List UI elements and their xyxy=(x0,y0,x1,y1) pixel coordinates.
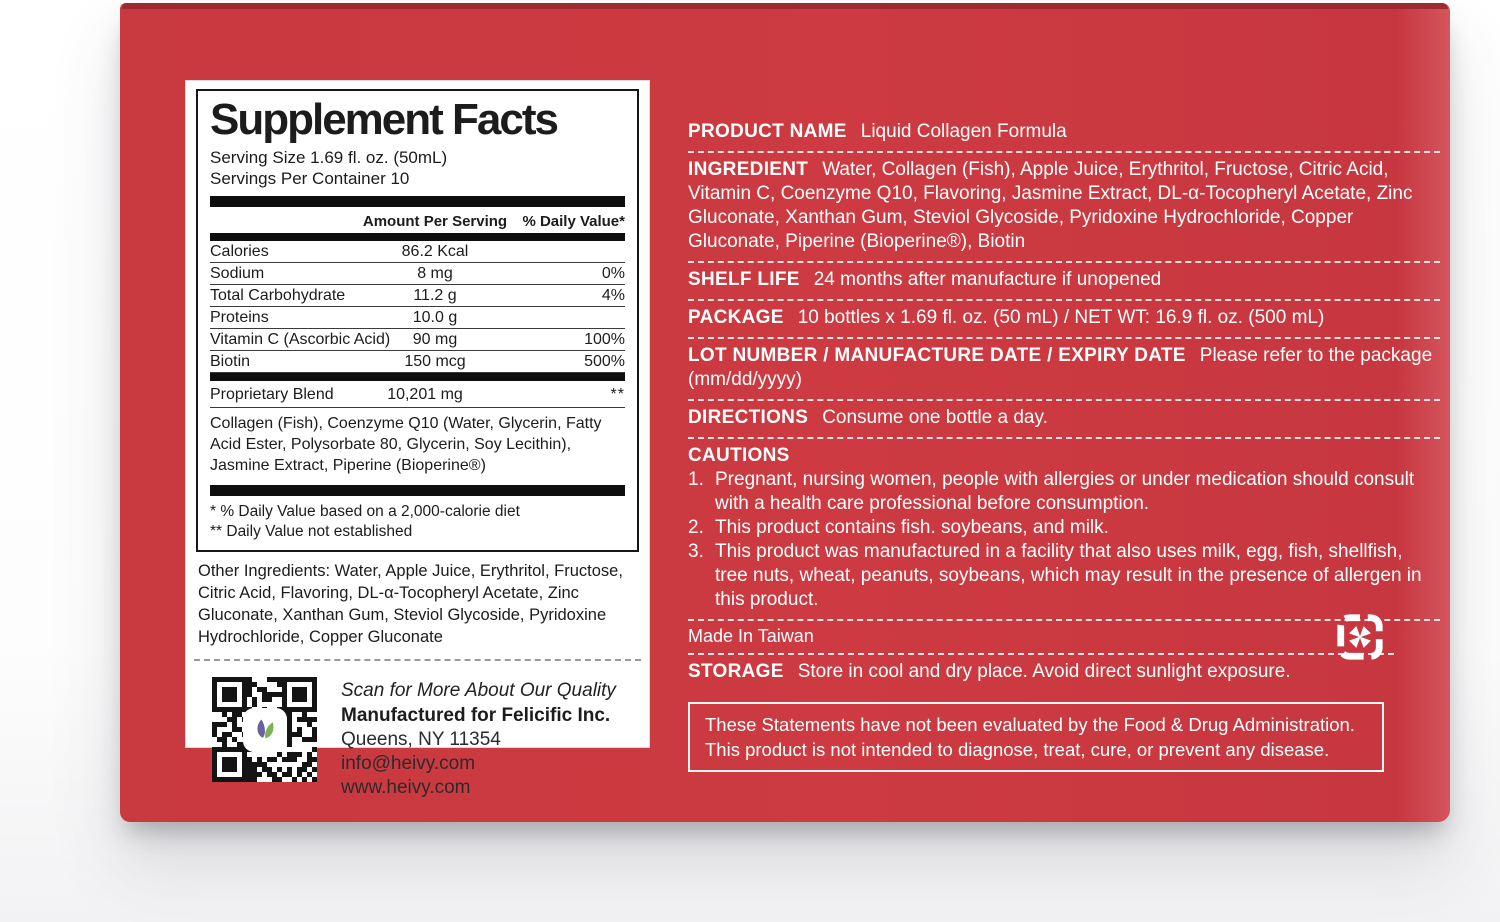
divider-bar xyxy=(210,373,625,381)
storage-label: STORAGE xyxy=(688,661,784,682)
nutrient-name: Proprietary Blend xyxy=(210,386,334,403)
lot-number-section xyxy=(688,339,1440,399)
package-value: 10 bottles x 1.69 fl. oz. (50 mL) / NET WT: 16.9 fl. oz. (500 mL) xyxy=(797,307,1325,328)
nutrient-dv: 4% xyxy=(601,287,625,304)
caution-text: Pregnant, nursing women, people with allergies or under medication should consult with a health care professional before consumption. xyxy=(715,469,1415,514)
manufacturer-text xyxy=(341,677,616,800)
nutrient-name: Proteins xyxy=(210,309,269,326)
table-row xyxy=(210,351,625,373)
shelf-life-label: SHELF LIFE xyxy=(688,269,800,290)
directions-label: DIRECTIONS xyxy=(688,407,809,428)
table-row xyxy=(210,241,625,263)
caution-item xyxy=(688,516,1440,540)
recycle-icon xyxy=(1334,611,1386,663)
website: www.heivy.com xyxy=(341,777,471,798)
nutrient-amount: 8 mg xyxy=(417,265,453,282)
footnotes xyxy=(210,496,625,542)
table-row xyxy=(210,329,625,351)
supplement-facts-panel xyxy=(196,89,639,552)
fda-disclaimer-box xyxy=(688,702,1384,772)
nutrient-name: Vitamin C (Ascorbic Acid) xyxy=(210,331,391,348)
caution-number: 3. xyxy=(688,541,704,562)
cautions-label: CAUTIONS xyxy=(688,445,790,466)
lot-number-value: Please refer to the package (mm/dd/yyyy) xyxy=(688,345,1433,390)
table-row xyxy=(210,285,625,307)
directions-section xyxy=(688,401,1440,437)
product-name-value: Liquid Collagen Formula xyxy=(860,121,1067,142)
shelf-life-value: 24 months after manufacture if unopened xyxy=(813,269,1162,290)
blend-detail: Collagen (Fish), Coenzyme Q10 (Water, Glycerin, Fatty Acid Ester, Polysorbate 80, Glycerin, Soy Lecithin), Jasmine Extract, Piperine (Bioperine®) xyxy=(210,415,602,474)
caution-number: 2. xyxy=(688,517,704,538)
col-amount-per-serving: Amount Per Serving xyxy=(362,213,508,230)
nutrient-amount: 11.2 g xyxy=(413,287,457,304)
footnote-not-established: ** Daily Value not established xyxy=(210,523,413,540)
nutrient-name: Biotin xyxy=(210,353,251,370)
nutrient-name: Calories xyxy=(210,243,269,260)
caution-number: 1. xyxy=(688,469,704,490)
qr-code xyxy=(212,677,317,782)
divider-bar xyxy=(210,485,625,496)
nutrient-dv: 500% xyxy=(584,353,625,370)
storage-value: Store in cool and dry place. Avoid direct sunlight exposure. xyxy=(797,661,1291,682)
product-box xyxy=(120,3,1450,822)
nutrient-amount: 150 mcg xyxy=(404,353,466,370)
box-top-edge xyxy=(122,3,1448,9)
info-panel xyxy=(688,115,1440,772)
lot-number-label: LOT NUMBER / MANUFACTURE DATE / EXPIRY DATE xyxy=(688,345,1186,366)
nutrient-dv: ** xyxy=(610,386,625,403)
package-label: PACKAGE xyxy=(688,307,784,328)
storage-section xyxy=(688,655,1440,691)
other-ingredients: Other Ingredients: Water, Apple Juice, Erythritol, Fructose, Citric Acid, Flavoring, DL-α-Tocopheryl Acetate, Zinc Gluconate, Xanthan Gum, Steviol Glycoside, Pyridoxine Hydrochloride, Copper Gluconate xyxy=(198,562,623,646)
nutrient-amount: 86.2 Kcal xyxy=(401,243,469,260)
disclaimer-line-2: This product is not intended to diagnose, treat, cure, or prevent any disease. xyxy=(705,739,1330,760)
caution-text: This product contains fish. soybeans, and milk. xyxy=(715,517,1109,538)
ingredient-label: INGREDIENT xyxy=(688,159,809,180)
nutrient-dv: 100% xyxy=(584,331,625,348)
table-row xyxy=(210,307,625,329)
supplement-facts-title: Supplement Facts xyxy=(210,95,557,144)
product-name-section xyxy=(688,115,1440,151)
package-section xyxy=(688,301,1440,337)
nutrient-amount: 10,201 mg xyxy=(387,386,463,403)
caution-item xyxy=(688,540,1440,612)
nutrient-amount: 90 mg xyxy=(412,331,458,348)
nutrient-name: Total Carbohydrate xyxy=(210,287,346,304)
shelf-life-section xyxy=(688,263,1440,299)
caution-item xyxy=(688,468,1440,516)
nutrient-amount: 10.0 g xyxy=(412,309,458,326)
ingredient-section xyxy=(688,153,1440,261)
servings-per-container: Servings Per Container 10 xyxy=(210,169,410,188)
facts-header-row xyxy=(210,207,625,233)
nutrient-name: Sodium xyxy=(210,265,265,282)
nutrient-dv: 0% xyxy=(601,265,625,282)
proprietary-blend-row xyxy=(210,383,625,408)
disclaimer-line-1: These Statements have not been evaluated by the Food & Drug Administration. xyxy=(705,714,1355,735)
col-daily-value: % Daily Value* xyxy=(522,213,625,230)
manufactured-for: Manufactured for Felicific Inc. xyxy=(341,705,611,726)
divider-bar xyxy=(210,196,625,207)
product-name-label: PRODUCT NAME xyxy=(688,121,847,142)
table-row xyxy=(210,263,625,285)
email: info@heivy.com xyxy=(341,753,476,774)
made-in-taiwan: Made In Taiwan xyxy=(688,626,814,646)
address: Queens, NY 11354 xyxy=(341,729,501,750)
footnote-dv: * % Daily Value based on a 2,000-calorie diet xyxy=(210,503,520,520)
directions-value: Consume one bottle a day. xyxy=(822,407,1048,428)
cautions-section xyxy=(688,439,1440,619)
dashed-separator xyxy=(194,659,641,661)
serving-size: Serving Size 1.69 fl. oz. (50mL) xyxy=(210,148,448,167)
supplement-label xyxy=(185,80,650,798)
caution-text: This product was manufactured in a facility that also uses milk, egg, fish, shellfish, tree nuts, wheat, peanuts, soybeans, which may result in the presence of allergen in this product. xyxy=(715,541,1422,610)
scan-note: Scan for More About Our Quality xyxy=(341,680,616,701)
leaf-logo xyxy=(245,710,285,750)
manufacturer-block xyxy=(212,677,641,800)
ingredient-value: Water, Collagen (Fish), Apple Juice, Erythritol, Fructose, Citric Acid, Vitamin C, Coenzyme Q10, Flavoring, Jasmine Extract, DL-α-Tocopheryl Acetate, Zinc Gluconate, Xanthan Gum, Steviol Glycoside, Pyridoxine Hydrochloride, Copper Gluconate, Piperine (Bioperine®), Biotin xyxy=(688,159,1413,252)
divider-bar xyxy=(210,233,625,241)
